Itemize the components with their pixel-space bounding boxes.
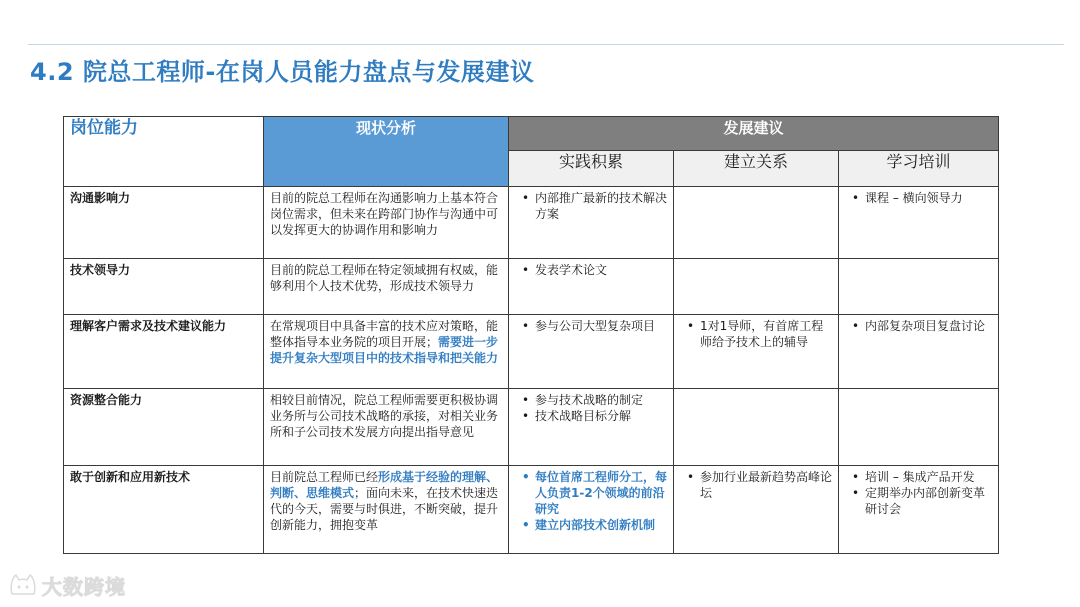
training-cell [839, 259, 999, 315]
ability-cell: 敢于创新和应用新技术 [64, 466, 264, 554]
table-row [64, 187, 999, 259]
relationship-cell [674, 315, 839, 389]
bullet-item: • 内部推广最新的技术解决方案 [535, 190, 667, 222]
bullet-item: • 参加行业最新趋势高峰论坛 [700, 469, 832, 501]
bullet-list [845, 190, 992, 206]
header-relationship: 建立关系 [674, 151, 839, 187]
ability-cell: 技术领导力 [64, 259, 264, 315]
bullet-list [515, 190, 667, 222]
practice-cell [509, 187, 674, 259]
ability-cell: 资源整合能力 [64, 389, 264, 466]
bullet-list [515, 262, 667, 278]
page-title: 4.2 院总工程师-在岗人员能力盘点与发展建议 [30, 58, 535, 86]
table-row [64, 466, 999, 554]
relationship-cell [674, 389, 839, 466]
training-cell [839, 315, 999, 389]
bullet-item: • 技术战略目标分解 [535, 408, 667, 424]
watermark-text: 大数跨境 [42, 574, 126, 599]
top-divider [28, 44, 1064, 45]
bullet-item: • 每位首席工程师分工，每人负责1-2个领域的前沿研究 [535, 469, 667, 517]
header-status-analysis: 现状分析 [264, 117, 509, 187]
bullet-item: • 发表学术论文 [535, 262, 667, 278]
status-text: ；面向未来，在技术快速迭代的今天，需要与时俱进，不断突破，提升创新能力，拥抱变革 [270, 486, 499, 532]
header-ability: 岗位能力 [64, 117, 264, 187]
bullet-list [515, 318, 667, 334]
status-highlight-text: 需要进一步提升复杂大型项目中的技术指导和把关能力 [270, 335, 499, 365]
status-text: 目前院总工程师已经 [270, 470, 379, 484]
status-text: 目前的院总工程师在特定领域拥有权威，能够利用个人技术优势，形成技术领导力 [270, 263, 499, 293]
practice-cell [509, 466, 674, 554]
status-analysis-cell [264, 389, 509, 466]
status-text: 目前的院总工程师在沟通影响力上基本符合岗位需求，但未来在跨部门协作与沟通中可以发挥更大的协调作用和影响力 [270, 191, 499, 237]
bullet-item: • 参与公司大型复杂项目 [535, 318, 667, 334]
bullet-item: • 1对1导师，有首席工程师给予技术上的辅导 [700, 318, 832, 350]
status-analysis-cell [264, 466, 509, 554]
table-row [64, 315, 999, 389]
relationship-cell [674, 259, 839, 315]
bullet-item: • 定期举办内部创新变革研讨会 [865, 485, 992, 517]
relationship-cell [674, 187, 839, 259]
status-analysis-cell [264, 315, 509, 389]
bullet-list [680, 318, 832, 350]
cat-face-logo-icon [8, 572, 38, 598]
header-development-suggestion: 发展建议 [509, 117, 999, 151]
capability-table [63, 116, 999, 554]
practice-cell [509, 315, 674, 389]
bullet-list [515, 392, 667, 424]
bullet-item: • 建立内部技术创新机制 [535, 517, 667, 533]
watermark [8, 570, 148, 600]
status-text: 在常规项目中具备丰富的技术应对策略，能整体指导本业务院的项目开展； [270, 319, 499, 349]
training-cell [839, 466, 999, 554]
bullet-item: • 课程 – 横向领导力 [865, 190, 992, 206]
status-text: 相较目前情况，院总工程师需要更积极协调业务所与公司技术战略的承接，对相关业务所和子公司技术发展方向提出指导意见 [270, 393, 499, 439]
ability-cell: 理解客户需求及技术建议能力 [64, 315, 264, 389]
bullet-list [515, 469, 667, 533]
header-practice: 实践积累 [509, 151, 674, 187]
status-analysis-cell [264, 187, 509, 259]
ability-cell: 沟通影响力 [64, 187, 264, 259]
status-analysis-cell [264, 259, 509, 315]
bullet-list [845, 318, 992, 334]
bullet-list [680, 469, 832, 501]
bullet-list [845, 469, 992, 517]
table-row [64, 389, 999, 466]
training-cell [839, 187, 999, 259]
table-row [64, 259, 999, 315]
practice-cell [509, 259, 674, 315]
table-body [64, 187, 999, 554]
status-highlight-text: 形成基于经验的理解、判断、思维模式 [270, 470, 499, 500]
relationship-cell [674, 466, 839, 554]
bullet-item: • 参与技术战略的制定 [535, 392, 667, 408]
training-cell [839, 389, 999, 466]
bullet-item: • 培训 – 集成产品开发 [865, 469, 992, 485]
practice-cell [509, 389, 674, 466]
header-training: 学习培训 [839, 151, 999, 187]
bullet-item: • 内部复杂项目复盘讨论 [865, 318, 992, 334]
